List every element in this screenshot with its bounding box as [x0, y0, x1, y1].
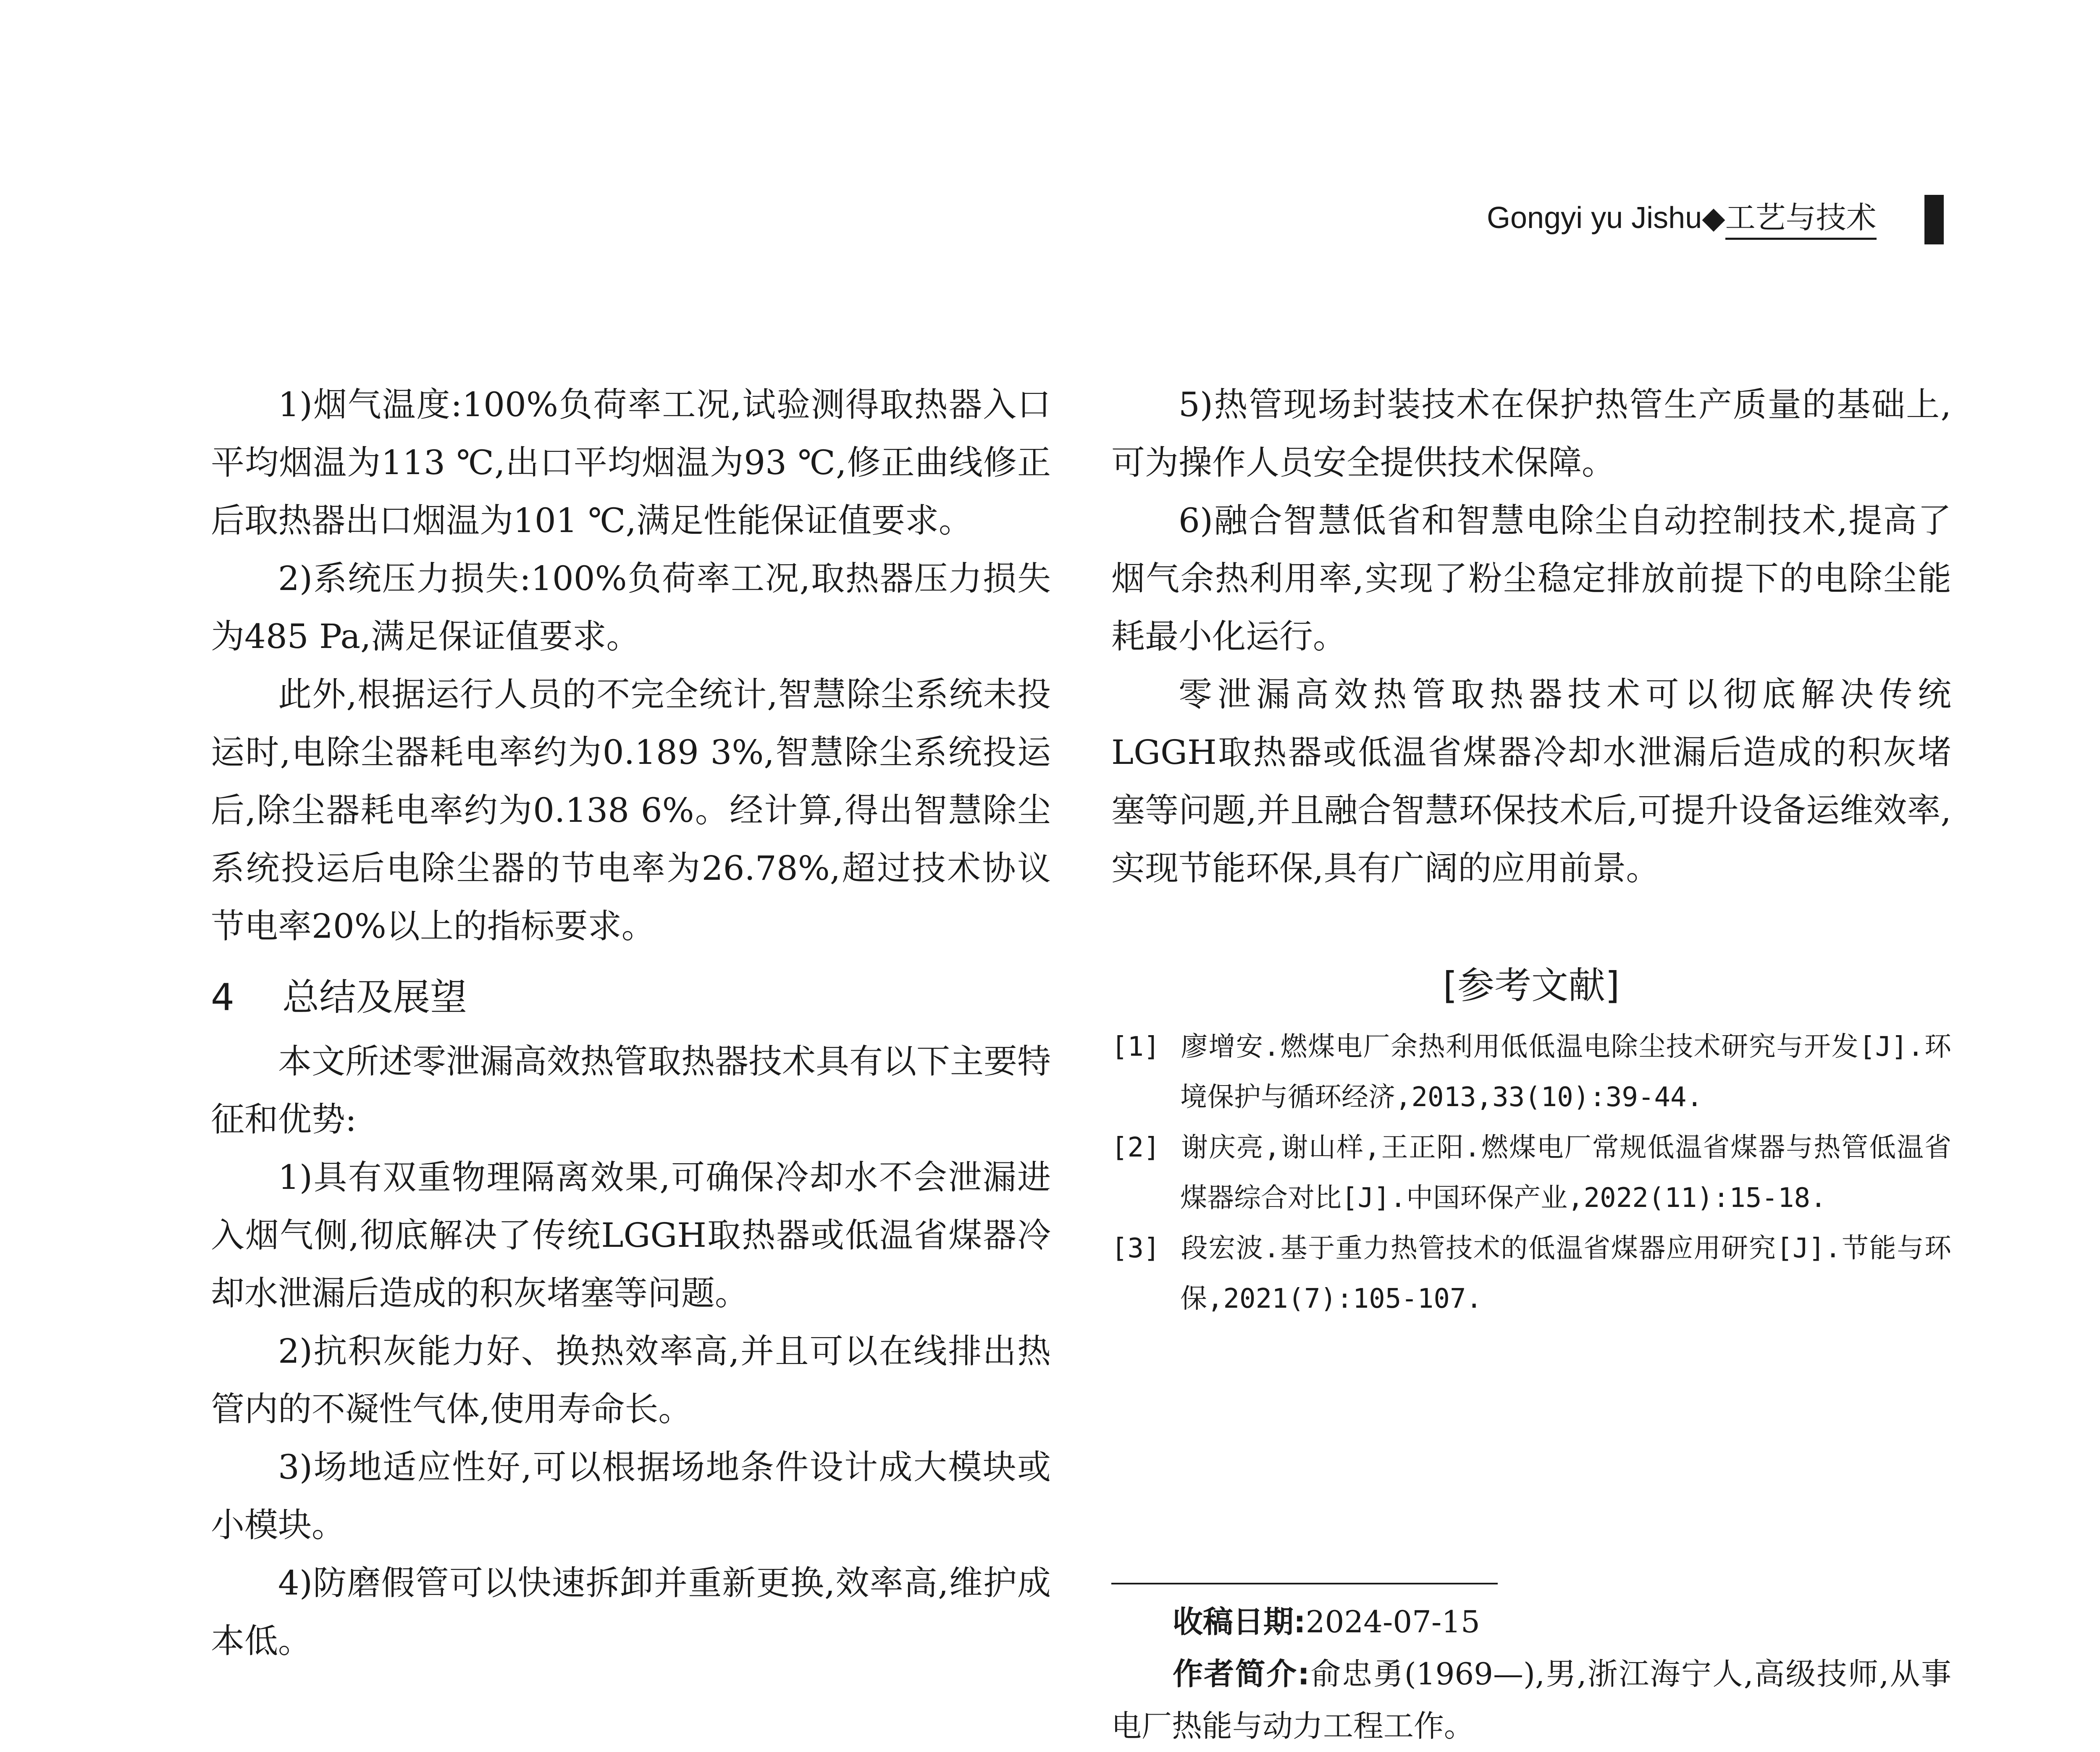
author-label: 作者简介: [1173, 1656, 1310, 1692]
author-bio [1111, 1648, 1951, 1752]
references-title: [参考文献] [1443, 964, 1620, 1007]
body-paragraph: 此外,根据运行人员的不完全统计,智慧除尘系统未投运时,电除尘器耗电率约为0.189 3%,智慧除尘系统投运后,除尘器耗电率约为0.138 6%。经计算,得出智慧除尘系统投运后电除尘器的节电率为26.78%,超过技术协议节电率20%以上的指标要求。 [211, 675, 1051, 946]
body-paragraph: 1)具有双重物理隔离效果,可确保冷却水不会泄漏进入烟气侧,彻底解决了传统LGGH取热器或低温省煤器冷却水泄漏后造成的积灰堵塞等问题。 [211, 1158, 1051, 1313]
running-header [1487, 197, 1949, 244]
body-paragraph: 5)热管现场封装技术在保护热管生产质量的基础上,可为操作人员安全提供技术保障。 [1111, 385, 1951, 482]
journal-section-title: 工艺与技术 [1725, 200, 1877, 240]
reference-item [1111, 1223, 1951, 1324]
running-header-text [1487, 197, 1877, 239]
author-value: 俞忠勇(1969—),男,浙江海宁人,高级技师,从事电厂热能与动力工程工作。 [1111, 1656, 1951, 1744]
reference-item [1111, 1022, 1951, 1123]
reference-number: [1] [1111, 1031, 1160, 1062]
received-date [1111, 1596, 1951, 1648]
body-paragraph: 2)抗积灰能力好、换热效率高,并且可以在线排出热管内的不凝性气体,使用寿命长。 [211, 1332, 1051, 1429]
reference-number: [3] [1111, 1233, 1160, 1264]
received-value: 2024-07-15 [1305, 1604, 1480, 1639]
body-paragraph: 本文所述零泄漏高效热管取热器技术具有以下主要特征和优势: [211, 1042, 1051, 1139]
reference-text: 段宏波.基于重力热管技术的低温省煤器应用研究[J].节能与环保,2021(7):105-107. [1180, 1233, 1951, 1314]
diamond-icon: ◆ [1702, 201, 1725, 235]
section-title: 总结及展望 [282, 976, 467, 1019]
body-paragraph: 2)系统压力损失:100%负荷率工况,取热器压力损失为485 Pa,满足保证值要求。 [211, 559, 1051, 656]
body-paragraph: 3)场地适应性好,可以根据场地条件设计成大模块或小模块。 [211, 1448, 1051, 1545]
journal-pinyin: Gongyi yu Jishu [1487, 201, 1702, 235]
reference-text: 谢庆亮,谢山样,王正阳.燃煤电厂常规低温省煤器与热管低温省煤器综合对比[J].中国环保产业,2022(11):15-18. [1180, 1132, 1951, 1214]
body-paragraph: 6)融合智慧低省和智慧电除尘自动控制技术,提高了烟气余热利用率,实现了粉尘稳定排放前提下的电除尘能耗最小化运行。 [1111, 501, 1951, 656]
left-column [211, 376, 1051, 1670]
section-number: 4 [211, 976, 234, 1019]
header-bar-decoration [1924, 195, 1944, 244]
reference-number: [2] [1111, 1132, 1160, 1163]
body-paragraph: 4)防磨假管可以快速拆卸并重新更换,效率高,维护成本低。 [211, 1563, 1051, 1660]
right-column [1111, 376, 1951, 1324]
body-paragraph: 1)烟气温度:100%负荷率工况,试验测得取热器入口平均烟温为113 ℃,出口平均烟温为93 ℃,修正曲线修正后取热器出口烟温为101 ℃,满足性能保证值要求。 [211, 385, 1051, 540]
footnote-divider [1111, 1583, 1498, 1584]
reference-text: 廖增安.燃煤电厂余热利用低低温电除尘技术研究与开发[J].环境保护与循环经济,2013,33(10):39-44. [1180, 1031, 1951, 1113]
reference-item [1111, 1123, 1951, 1223]
received-label: 收稿日期: [1173, 1604, 1306, 1639]
footnotes [1111, 1596, 1951, 1752]
section-heading [211, 972, 1051, 1023]
body-paragraph: 零泄漏高效热管取热器技术可以彻底解决传统LGGH取热器或低温省煤器冷却水泄漏后造成的积灰堵塞等问题,并且融合智慧环保技术后,可提升设备运维效率,实现节能环保,具有广阔的应用前景。 [1111, 675, 1951, 888]
